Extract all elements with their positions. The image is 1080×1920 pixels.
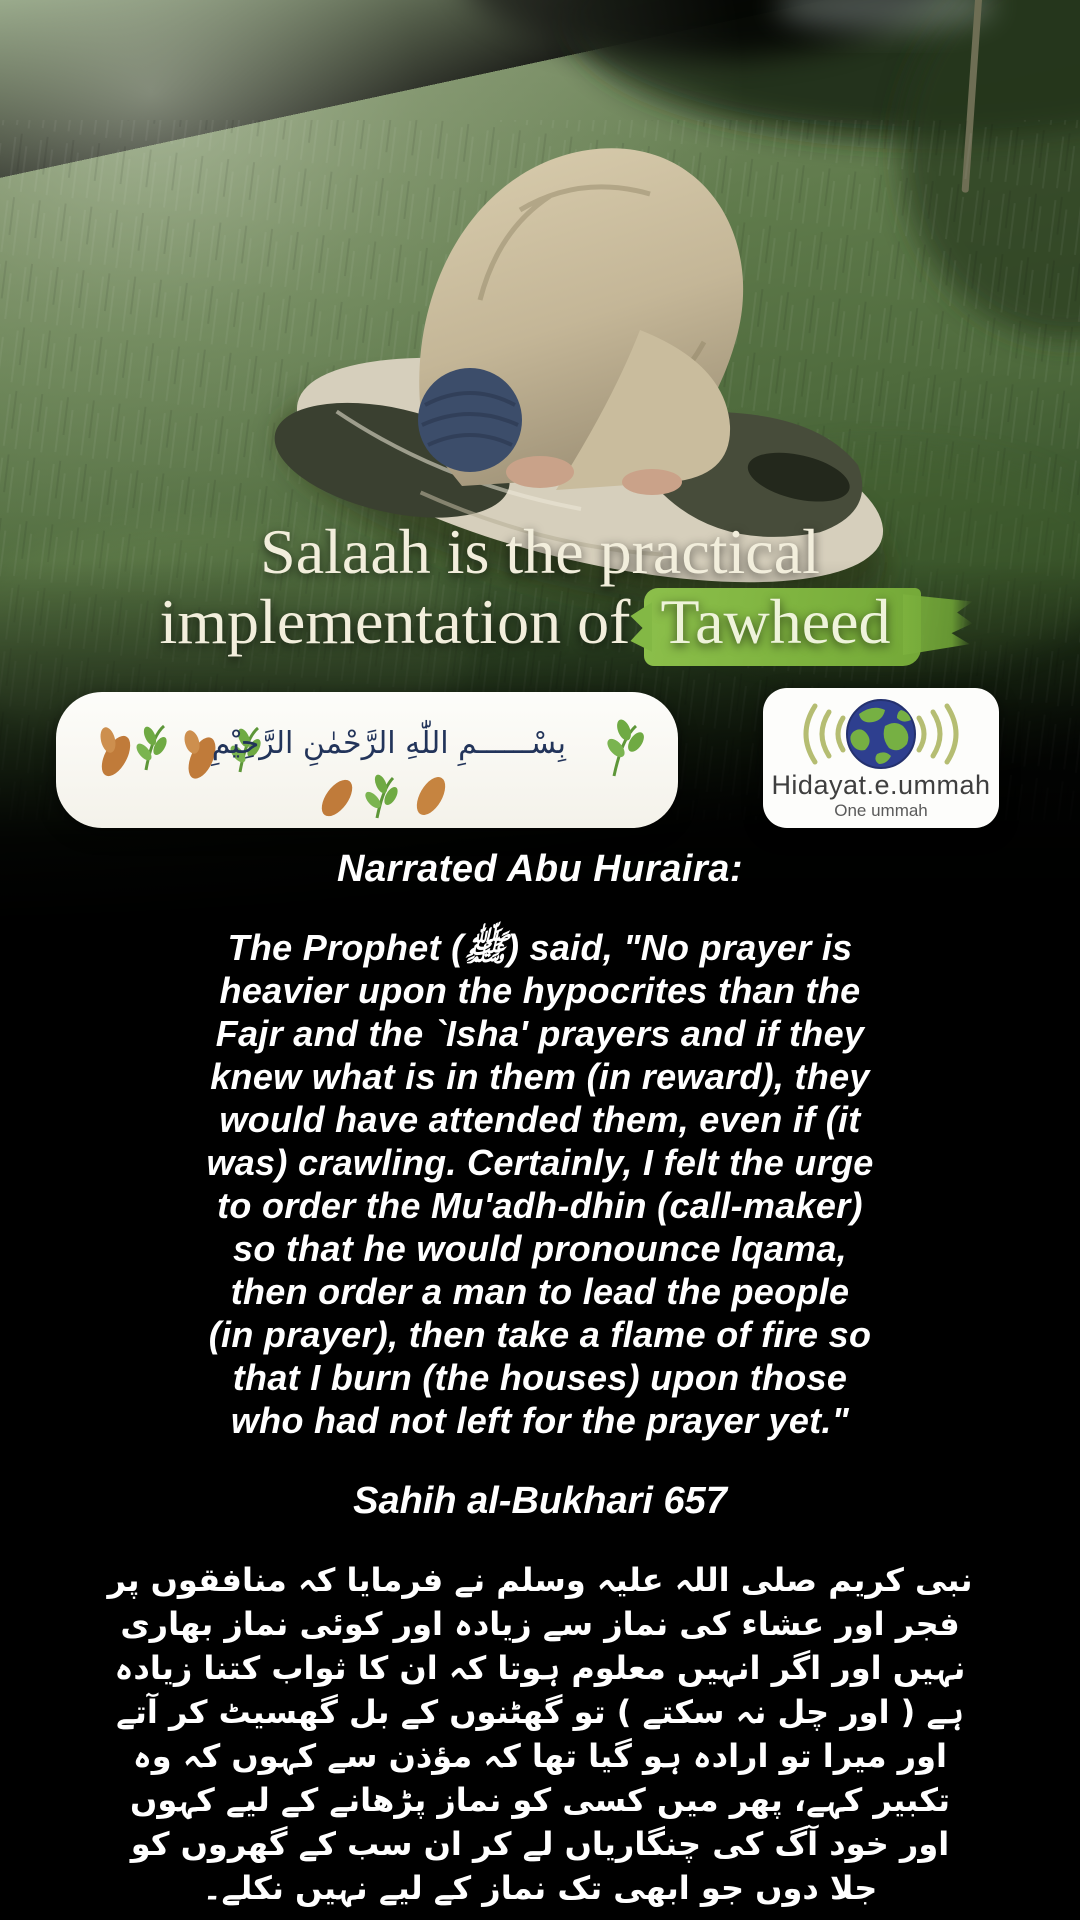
signal-arc-left-icon bbox=[806, 706, 843, 762]
text-line: نہیں اور اگر انہیں معلوم ہوتا کہ ان کا ثواب کتنا زیادہ bbox=[114, 1649, 966, 1687]
brand-logo-card bbox=[763, 688, 999, 828]
text-line: ہے ( اور چل نہ سکتے ) تو گھٹنوں کے بل گھسیٹ کر آتے bbox=[116, 1693, 964, 1731]
brand-tagline: One ummah bbox=[834, 801, 928, 820]
text-line: جلا دوں جو ابھی تک نماز کے لیے نہیں نکلے۔ bbox=[202, 1869, 878, 1907]
person-hand bbox=[622, 469, 682, 495]
bismillah-banner bbox=[56, 692, 678, 828]
brand-name: Hidayat.e.ummah bbox=[771, 770, 991, 800]
text-line: تکبیر کہے، پھر میں کسی کو نماز پڑھانے کے لیے کہوں bbox=[130, 1781, 950, 1819]
title-line-2 bbox=[0, 588, 1080, 666]
text-line: was) crawling. Certainly, I felt the urge bbox=[206, 1142, 874, 1183]
text-line: فجر اور عشاء کی نماز سے زیادہ اور کوئی نماز بھاری bbox=[120, 1605, 960, 1643]
signal-arc-right-icon bbox=[919, 706, 956, 762]
text-line: Fajr and the `Isha' prayers and if they bbox=[215, 1013, 865, 1054]
text-line: then order a man to lead the people bbox=[230, 1271, 850, 1312]
text-line: knew what is in them (in reward), they bbox=[210, 1056, 870, 1097]
text-line: نبی کریم صلی اللہ علیہ وسلم نے فرمایا کہ منافقوں پر bbox=[107, 1561, 973, 1599]
text-line: to order the Mu'adh-dhin (call-maker) bbox=[217, 1185, 863, 1226]
bismillah-calligraphy: بِسْــــــمِ اللّٰهِ الرَّحْمٰنِ الرَّحِيْمِ bbox=[211, 726, 566, 761]
person-hand bbox=[506, 456, 574, 488]
text-line: heavier upon the hypocrites than the bbox=[219, 970, 861, 1011]
text-line: who had not left for the prayer yet." bbox=[230, 1400, 850, 1441]
leaf-decoration-right-icon bbox=[586, 714, 656, 784]
hadith-body bbox=[90, 926, 990, 1442]
text-line: so that he would pronounce Iqama, bbox=[233, 1228, 847, 1269]
title-line-2-prefix: implementation of bbox=[159, 586, 631, 657]
leaf-decoration-bottom-icon bbox=[311, 770, 501, 826]
hadith-reference: Sahih al-Bukhari 657 bbox=[353, 1480, 727, 1522]
urdu-translation bbox=[70, 1558, 1010, 1910]
hadith-narrator: Narrated Abu Huraira: bbox=[336, 848, 744, 890]
text-line: The Prophet (ﷺ) said, "No prayer is bbox=[227, 927, 853, 968]
globe-icon bbox=[781, 696, 981, 772]
poster-title bbox=[0, 518, 1080, 666]
text-line: would have attended them, even if (it bbox=[219, 1099, 861, 1140]
text-line: اور خود آگ کی چنگاریاں لے کر ان سب کے گھروں کو bbox=[130, 1825, 950, 1863]
title-line-1: Salaah is the practical bbox=[260, 516, 820, 587]
tawheed-highlight: Tawheed bbox=[644, 588, 920, 666]
text-line: that I burn (the houses) upon those bbox=[232, 1357, 848, 1398]
text-line: (in prayer), then take a flame of fire so bbox=[208, 1314, 872, 1355]
text-line: اور میرا تو ارادہ ہو گیا تھا کہ مؤذن سے کہوں کہ وہ bbox=[133, 1737, 947, 1775]
